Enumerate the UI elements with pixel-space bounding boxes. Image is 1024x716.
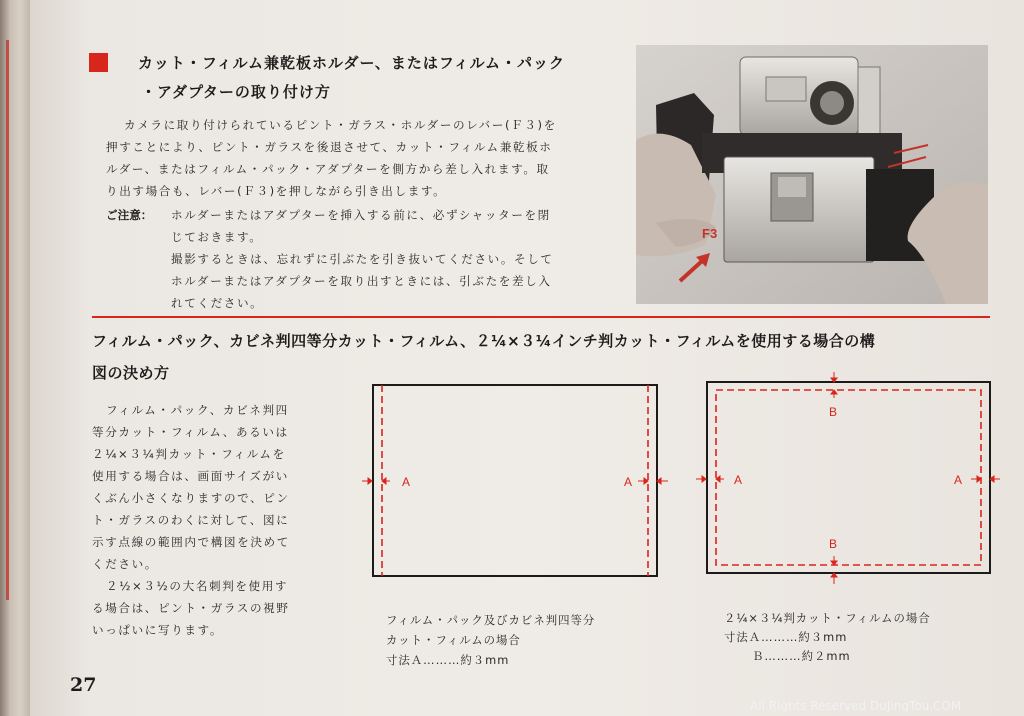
section1-paragraph-line: り出す場合も、レバー(Ｆ３)を押しながら引き出します。	[106, 184, 447, 198]
note-label: ご注意：	[106, 208, 153, 222]
note-line: れてください。	[171, 296, 264, 310]
book-page-edges	[0, 0, 34, 716]
framing-diagram-filmpack	[360, 380, 670, 585]
section1-paragraph-line: ルダー、またはフィルム・パック・アダプターを側方から差し入れます。取	[106, 162, 550, 176]
section-marker-square	[89, 53, 108, 72]
diagram1-caption-line: カット・フィルムの場合	[386, 633, 521, 647]
dimension-arrow-left	[696, 476, 724, 482]
camera-photo-illustration	[636, 45, 988, 304]
section2-paragraph-line: いっぱいに写ります。	[92, 623, 224, 637]
section2-paragraph-line: フィルム・パック、カビネ判四	[106, 403, 289, 417]
section2-paragraph-line: ください。	[92, 557, 158, 571]
note-line: ホルダーまたはアダプターを挿入する前に、必ずシャッターを閉	[171, 208, 551, 222]
section2-title-line2: 図の決め方	[92, 364, 170, 382]
section1-title-line2: ・アダプターの取り付け方	[141, 83, 331, 101]
diagram2-caption-line: 寸法Ａ………約３mm	[724, 630, 848, 644]
dimension-arrow-top	[831, 372, 837, 398]
f3-label: F3	[702, 226, 718, 241]
framing-diagram-cutfilm	[694, 370, 1004, 588]
diagram2-caption-line: ２¼×３¼判カット・フィルムの場合	[724, 611, 931, 625]
dim-label-a-right: A	[954, 473, 963, 487]
ground-glass-frame	[707, 382, 990, 573]
note-line: じておきます。	[171, 230, 263, 244]
section2-paragraph-line: 示す点線の範囲内で構図を決めて	[92, 535, 290, 549]
section1-paragraph-line: 押すことにより、ピント・ガラスを後退させて、カット・フィルム兼乾板ホ	[106, 140, 553, 154]
section2-paragraph-line: ２¼×３¼判カット・フィルムを	[92, 447, 286, 461]
note-line: 撮影するときは、忘れずに引ぶたを引き抜いてください。そして	[171, 252, 554, 266]
dim-label-a-left: A	[402, 475, 411, 489]
section2-paragraph-line: 使用する場合は、画面サイズがい	[92, 469, 289, 483]
section2-paragraph-line: る場合は、ピント・ガラスの視野	[92, 601, 290, 615]
diagram2-caption-line: Ｂ………約２mm	[752, 649, 851, 663]
dimension-arrow-right	[971, 476, 1000, 482]
diagram1-caption-line: フィルム・パック及びカビネ判四等分	[386, 613, 596, 627]
section2-title-line1: フィルム・パック、カビネ判四等分カット・フィルム、２¼×３¼インチ判カット・フィルムを使用する場合の構	[92, 332, 876, 350]
dim-label-b-top: B	[829, 405, 838, 419]
watermark-text: All Rights Reserved DuJingTou.COM	[750, 699, 962, 713]
dashed-guide-rect	[716, 390, 981, 565]
page-number: 27	[70, 674, 97, 696]
dimension-arrow-left	[362, 478, 390, 484]
section1-title-line1: カット・フィルム兼乾板ホルダー、またはフィルム・パック	[138, 54, 566, 72]
dim-label-b-bottom: B	[829, 537, 838, 551]
section2-paragraph-line: ２½×３½の大名刺判を使用す	[106, 579, 289, 593]
camera-holder-photo	[636, 45, 988, 304]
note-line: ホルダーまたはアダプターを取り出すときには、引ぶたを差し入	[171, 274, 552, 288]
section2-paragraph-line: 等分カット・フィルム、あるいは	[92, 425, 289, 439]
diagram1-caption-line: 寸法Ａ………約３mm	[386, 653, 510, 667]
section-divider-rule	[92, 316, 990, 318]
section2-paragraph-line: ト・ガラスのわくに対して、図に	[92, 513, 290, 527]
dimension-arrow-bottom	[831, 556, 837, 584]
dim-label-a-left: A	[734, 473, 743, 487]
dim-label-a-right: A	[624, 475, 633, 489]
dimension-arrow-right	[638, 478, 668, 484]
ground-glass-frame	[373, 385, 657, 576]
section1-paragraph-line: カメラに取り付けられているピント・ガラス・ホルダーのレバー(Ｆ３)を	[124, 118, 557, 132]
section2-paragraph-line: くぶん小さくなりますので、ピン	[92, 491, 290, 505]
